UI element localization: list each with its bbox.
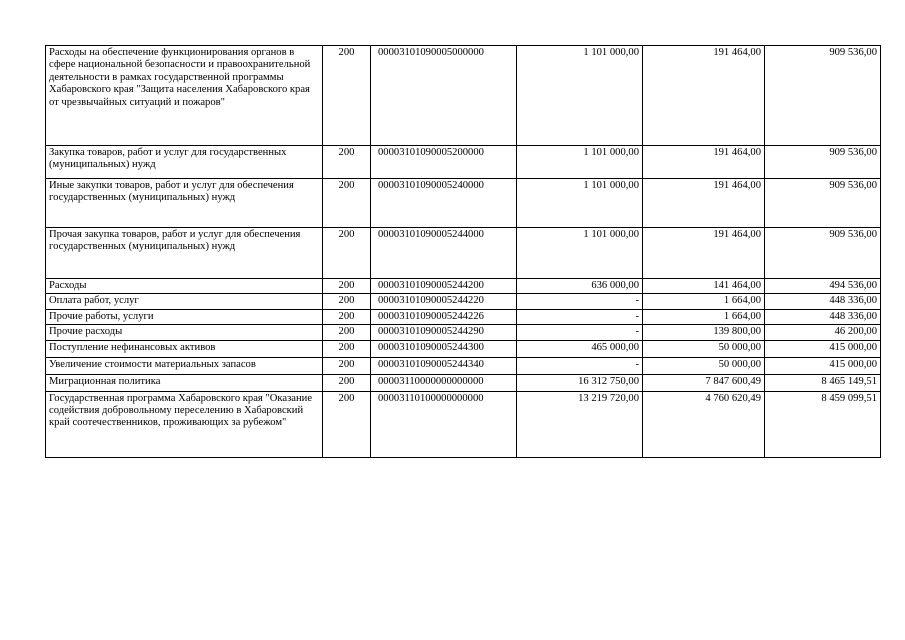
row-approved: 13 219 720,00 bbox=[517, 391, 643, 457]
row-budget-code: 00003101090005244200 bbox=[371, 279, 517, 294]
row-budget-code: 00003101090005240000 bbox=[371, 179, 517, 228]
row-line-code: 200 bbox=[323, 228, 371, 279]
table-row bbox=[46, 357, 881, 374]
row-line-code: 200 bbox=[323, 294, 371, 309]
table-row bbox=[46, 340, 881, 357]
row-remaining: 415 000,00 bbox=[765, 357, 881, 374]
row-name: Расходы на обеспечение функционирования органов в сфере национальной безопасности и правоохранительной деятельности в рамках государственной программы Хабаровского края "Защита населения Хабаровского края от чрезвычайных ситуаций и пожаров" bbox=[46, 46, 323, 146]
row-line-code: 200 bbox=[323, 279, 371, 294]
row-remaining: 448 336,00 bbox=[765, 309, 881, 324]
table-row bbox=[46, 325, 881, 340]
row-name: Расходы bbox=[46, 279, 323, 294]
row-executed: 191 464,00 bbox=[643, 146, 765, 179]
row-executed: 191 464,00 bbox=[643, 228, 765, 279]
row-executed: 141 464,00 bbox=[643, 279, 765, 294]
budget-execution-table bbox=[45, 45, 881, 458]
row-budget-code: 00003101090005244220 bbox=[371, 294, 517, 309]
row-budget-code: 00003101090005244300 bbox=[371, 340, 517, 357]
row-budget-code: 00003101090005244290 bbox=[371, 325, 517, 340]
table-row bbox=[46, 146, 881, 179]
row-name: Прочие расходы bbox=[46, 325, 323, 340]
row-remaining: 415 000,00 bbox=[765, 340, 881, 357]
row-line-code: 200 bbox=[323, 340, 371, 357]
row-remaining: 909 536,00 bbox=[765, 228, 881, 279]
row-executed: 4 760 620,49 bbox=[643, 391, 765, 457]
row-budget-code: 00003101090005200000 bbox=[371, 146, 517, 179]
row-name: Миграционная политика bbox=[46, 374, 323, 391]
row-name: Оплата работ, услуг bbox=[46, 294, 323, 309]
row-executed: 50 000,00 bbox=[643, 340, 765, 357]
row-approved: 1 101 000,00 bbox=[517, 146, 643, 179]
row-approved: 465 000,00 bbox=[517, 340, 643, 357]
row-name: Увеличение стоимости материальных запасов bbox=[46, 357, 323, 374]
row-budget-code: 00003110000000000000 bbox=[371, 374, 517, 391]
table-row bbox=[46, 391, 881, 457]
row-remaining: 909 536,00 bbox=[765, 46, 881, 146]
row-approved: - bbox=[517, 325, 643, 340]
table-row bbox=[46, 179, 881, 228]
row-remaining: 448 336,00 bbox=[765, 294, 881, 309]
table-row bbox=[46, 309, 881, 324]
table-row bbox=[46, 294, 881, 309]
row-executed: 139 800,00 bbox=[643, 325, 765, 340]
table-row bbox=[46, 228, 881, 279]
row-line-code: 200 bbox=[323, 357, 371, 374]
row-name: Закупка товаров, работ и услуг для государственных (муниципальных) нужд bbox=[46, 146, 323, 179]
row-remaining: 909 536,00 bbox=[765, 179, 881, 228]
row-remaining: 494 536,00 bbox=[765, 279, 881, 294]
row-approved: 1 101 000,00 bbox=[517, 228, 643, 279]
row-executed: 191 464,00 bbox=[643, 46, 765, 146]
row-name: Иные закупки товаров, работ и услуг для обеспечения государственных (муниципальных) нужд bbox=[46, 179, 323, 228]
row-approved: 16 312 750,00 bbox=[517, 374, 643, 391]
row-line-code: 200 bbox=[323, 146, 371, 179]
row-line-code: 200 bbox=[323, 391, 371, 457]
row-name: Прочие работы, услуги bbox=[46, 309, 323, 324]
row-remaining: 46 200,00 bbox=[765, 325, 881, 340]
row-budget-code: 00003101090005244000 bbox=[371, 228, 517, 279]
budget-execution-table-page bbox=[45, 45, 881, 458]
row-budget-code: 00003110100000000000 bbox=[371, 391, 517, 457]
row-executed: 191 464,00 bbox=[643, 179, 765, 228]
row-line-code: 200 bbox=[323, 179, 371, 228]
row-line-code: 200 bbox=[323, 325, 371, 340]
row-budget-code: 00003101090005000000 bbox=[371, 46, 517, 146]
row-line-code: 200 bbox=[323, 46, 371, 146]
row-remaining: 8 465 149,51 bbox=[765, 374, 881, 391]
row-name: Прочая закупка товаров, работ и услуг для обеспечения государственных (муниципальных) нужд bbox=[46, 228, 323, 279]
row-remaining: 8 459 099,51 bbox=[765, 391, 881, 457]
row-approved: 1 101 000,00 bbox=[517, 46, 643, 146]
row-approved: 1 101 000,00 bbox=[517, 179, 643, 228]
row-line-code: 200 bbox=[323, 309, 371, 324]
row-executed: 1 664,00 bbox=[643, 309, 765, 324]
row-approved: - bbox=[517, 357, 643, 374]
row-name: Государственная программа Хабаровского края "Оказание содействия добровольному переселению в Хабаровский край соотечественников, проживающих за рубежом" bbox=[46, 391, 323, 457]
table-row bbox=[46, 374, 881, 391]
row-budget-code: 00003101090005244226 bbox=[371, 309, 517, 324]
row-remaining: 909 536,00 bbox=[765, 146, 881, 179]
table-row bbox=[46, 46, 881, 146]
row-approved: - bbox=[517, 309, 643, 324]
row-approved: 636 000,00 bbox=[517, 279, 643, 294]
row-line-code: 200 bbox=[323, 374, 371, 391]
row-executed: 50 000,00 bbox=[643, 357, 765, 374]
table-row bbox=[46, 279, 881, 294]
row-approved: - bbox=[517, 294, 643, 309]
row-name: Поступление нефинансовых активов bbox=[46, 340, 323, 357]
row-executed: 1 664,00 bbox=[643, 294, 765, 309]
row-budget-code: 00003101090005244340 bbox=[371, 357, 517, 374]
row-executed: 7 847 600,49 bbox=[643, 374, 765, 391]
